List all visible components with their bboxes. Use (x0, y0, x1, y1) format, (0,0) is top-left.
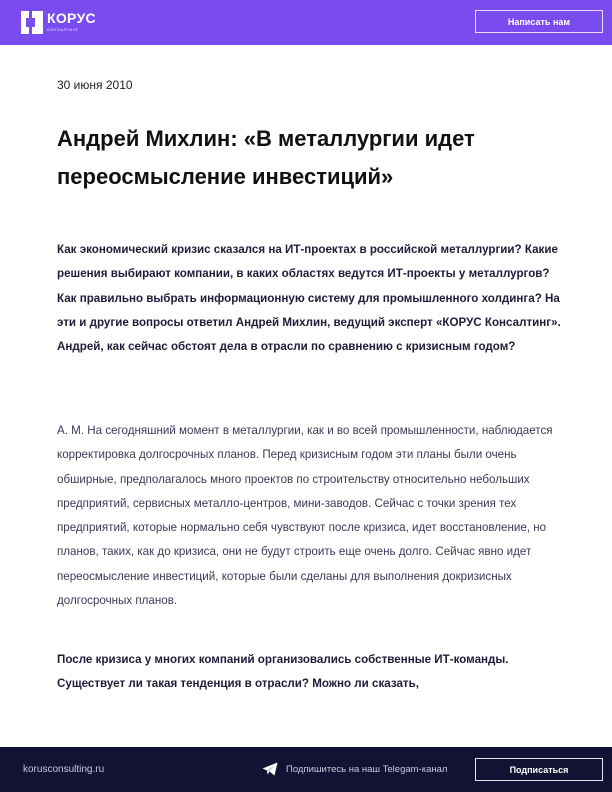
korus-logo-icon (21, 11, 43, 34)
write-to-us-button[interactable]: Написать нам (475, 10, 603, 33)
subscribe-button[interactable]: Подписаться (475, 758, 603, 781)
telegram-icon[interactable] (262, 762, 278, 776)
korus-logo[interactable] (21, 11, 96, 34)
telegram-subscribe-text[interactable]: Подпишитесь на наш Telegam-канал (286, 764, 448, 775)
article-title: Андрей Михлин: «В металлургии идет переосмысление инвестиций» (57, 126, 475, 189)
interview-question: После кризиса у многих компаний организовались собственные ИТ-команды. Существует ли такая тенденция в отрасли? Можно ли сказать, (57, 653, 509, 691)
logo-subtitle: КОНСАЛТИНГ (47, 27, 79, 32)
top-header (0, 0, 612, 45)
logo-name: КОРУС (47, 10, 96, 26)
site-link[interactable]: korusconsulting.ru (23, 764, 105, 775)
article-date: 30 июня 2010 (57, 78, 133, 92)
bottom-footer (0, 747, 612, 792)
interview-answer: А. М. На сегодняшний момент в металлургии, как и во всей промышленности, наблюдается корректировка долгосрочных планов. Перед кризисным годом эти планы были очень обширные, предполагалось много проектов по строительству относительно небольших предприятий, сервисных металло-центров, мини-заводов. Сейчас с точки зрения тех предприятий, которые нормально себя чувствуют после кризиса, идет восстановление, но планов, таких, как до кризиса, они не будут строить еще очень долго. Сейчас явно идет переосмысление инвестиций, которые были сделаны для выполнения докризисных долгосрочных планов. (57, 424, 553, 608)
interview-question: Как экономический кризис сказался на ИТ-проектах в российской металлургии? Какие решения выбирают компании, в каких областях ведутся ИТ-проекты у металлургов? Как правильно выбрать информационную систему для промышленного холдинга? На эти и другие вопросы ответил Андрей Михлин, ведущий эксперт «КОРУС Консалтинг». Андрей, как сейчас обстоят дела в отрасли по сравнению с кризисным годом? (57, 243, 561, 354)
